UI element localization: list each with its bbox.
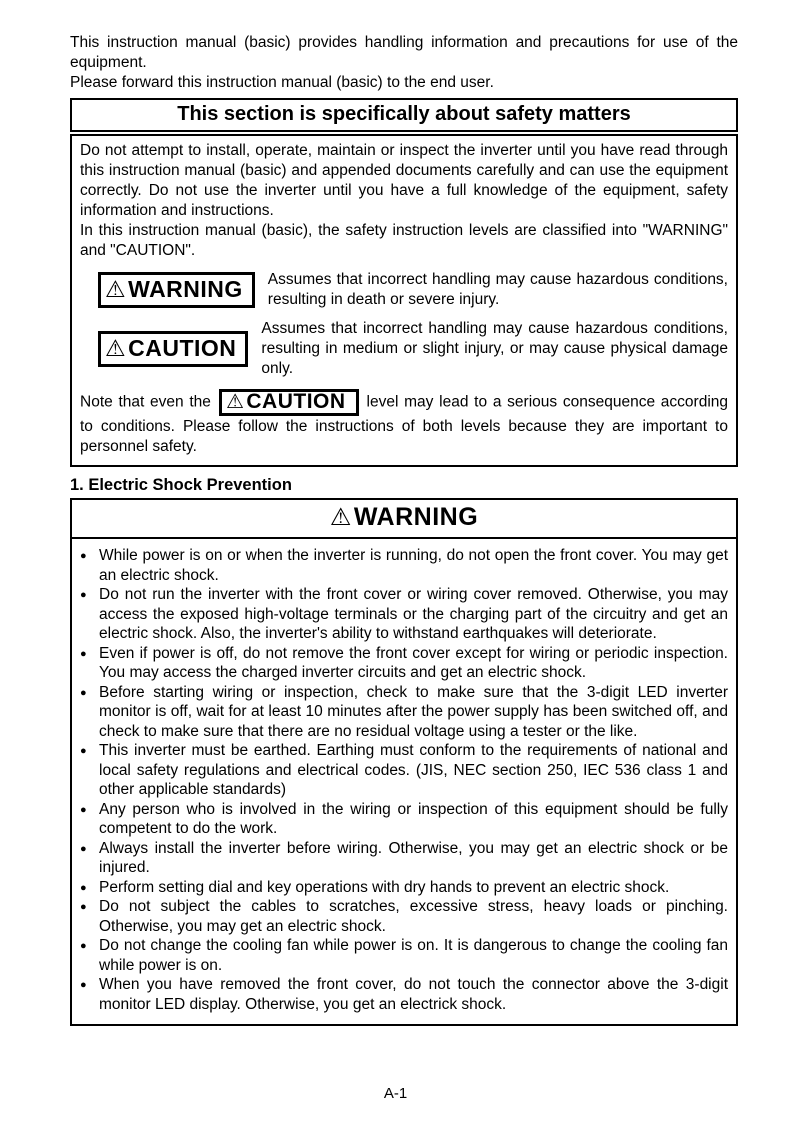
safety-section-body (70, 134, 738, 467)
safety-paragraph-2: In this instruction manual (basic), the safety instruction levels are classified into "WARNING" and "CAUTION". (80, 222, 728, 259)
bullet-icon: ● (80, 881, 87, 894)
safety-section-title-box (70, 98, 738, 132)
note-pre-text: Note that even the (80, 393, 211, 411)
caution-level-row (98, 319, 728, 379)
caution-triangle-icon: ⚠ (105, 335, 127, 361)
warning-bullet-item (78, 741, 728, 800)
warning-triangle-icon: ⚠ (105, 276, 127, 302)
warning-triangle-icon: ⚠ (329, 504, 352, 531)
caution-description: Assumes that incorrect handling may cause hazardous conditions, resulting in medium or slight injury, or may cause physical damage only. (261, 320, 728, 377)
caution-label-box (98, 331, 248, 367)
safety-section-title: This section is specifically about safety matters (177, 103, 631, 125)
warning-bullet-item (78, 546, 728, 585)
warning-label: WARNING (128, 276, 243, 302)
intro-paragraph-1: This instruction manual (basic) provides handling information and precautions for use of the equipment. (70, 34, 738, 71)
bullet-icon: ● (80, 589, 87, 601)
warning-bullet-item (78, 644, 728, 683)
bullet-icon: ● (80, 901, 87, 913)
page-number: A-1 (383, 1085, 408, 1102)
warning-bullet-item (78, 975, 728, 1014)
caution-label: CAUTION (128, 335, 237, 361)
bullet-text: Perform setting dial and key operations with dry hands to prevent an electric shock. (99, 878, 670, 896)
bullet-icon: ● (80, 745, 87, 757)
warning-bullet-list (72, 539, 736, 1024)
note-post-text: level may lead to a serious consequence according to conditions. Please follow the instructions of both levels because they are important to personnel safety. (80, 393, 729, 455)
bullet-text: This inverter must be earthed. Earthing must conform to the requirements of national and local safety regulations and electrical codes. (JIS, NEC section 250, IEC 536 class 1 and other applicable standards) (99, 742, 728, 798)
bullet-text: Any person who is involved in the wiring or inspection of this equipment should be fully competent to do the work. (99, 800, 728, 837)
note-paragraph (80, 388, 728, 457)
bullet-icon: ● (80, 979, 87, 991)
safety-paragraph-1: Do not attempt to install, operate, maintain or inspect the inverter until you have read through this instruction manual (basic) and appended documents carefully and can use the equipment correctly. Do not use the inverter until you have a full knowledge of the equipment, safety information and instructions. (80, 142, 728, 219)
warning-level-row (98, 270, 728, 310)
bullet-text: Do not subject the cables to scratches, excessive stress, heavy loads or pinching. Otherwise, you may get an electric shock. (99, 898, 728, 935)
bullet-text: Do not change the cooling fan while power is on. It is dangerous to change the cooling fan while power is on. (99, 937, 728, 974)
caution-triangle-icon: ⚠ (225, 391, 245, 413)
warning-label-box (98, 272, 255, 308)
warning-bullet-item (78, 585, 728, 644)
bullet-icon: ● (80, 647, 87, 660)
bullet-icon: ● (80, 803, 87, 816)
intro-paragraph-2: Please forward this instruction manual (basic) to the end user. (70, 74, 494, 91)
bullet-text: Even if power is off, do not remove the front cover except for wiring or periodic inspection. You may access the charged inverter circuits and get an electric shock. (99, 644, 728, 681)
bullet-icon: ● (80, 940, 87, 952)
bullet-text: While power is on or when the inverter is running, do not open the front cover. You may get an electric shock. (99, 547, 728, 584)
warning-bullet-item (78, 897, 728, 936)
bullet-icon: ● (80, 842, 87, 855)
warning-bullet-item (78, 936, 728, 975)
warning-description: Assumes that incorrect handling may cause hazardous conditions, resulting in death or severe injury. (267, 271, 728, 308)
bullet-text: When you have removed the front cover, do not touch the connector above the 3-digit monitor LED display. Otherwise, you get an electrick shock. (99, 976, 728, 1013)
section-1-heading: 1. Electric Shock Prevention (70, 476, 292, 494)
warning-bullet-item (78, 878, 728, 898)
bullet-icon: ● (80, 686, 87, 699)
electric-shock-warning-box (70, 498, 738, 1026)
warning-bullet-item (78, 839, 728, 878)
warning-box-header (72, 500, 736, 539)
warning-bullet-item (78, 683, 728, 742)
bullet-text: Do not run the inverter with the front cover or wiring cover removed. Otherwise, you may access the exposed high-voltage terminals or the charging part of the circuitry and get an electric shock. Also, the inverter's ability to withstand earthquakes will deteriorate. (99, 586, 728, 642)
bullet-icon: ● (80, 550, 87, 562)
inline-caution-label: CAUTION (246, 390, 346, 413)
inline-caution-box (219, 389, 359, 416)
warning-bullet-item (78, 800, 728, 839)
bullet-text: Always install the inverter before wiring. Otherwise, you may get an electric shock or be injured. (99, 839, 728, 876)
warning-box-header-label: WARNING (353, 503, 479, 531)
bullet-text: Before starting wiring or inspection, check to make sure that the 3-digit LED inverter monitor is off, wait for at least 10 minutes after the power supply has been switched off, and check to make sure that there are no residual voltage using a tester or the like. (99, 683, 728, 740)
